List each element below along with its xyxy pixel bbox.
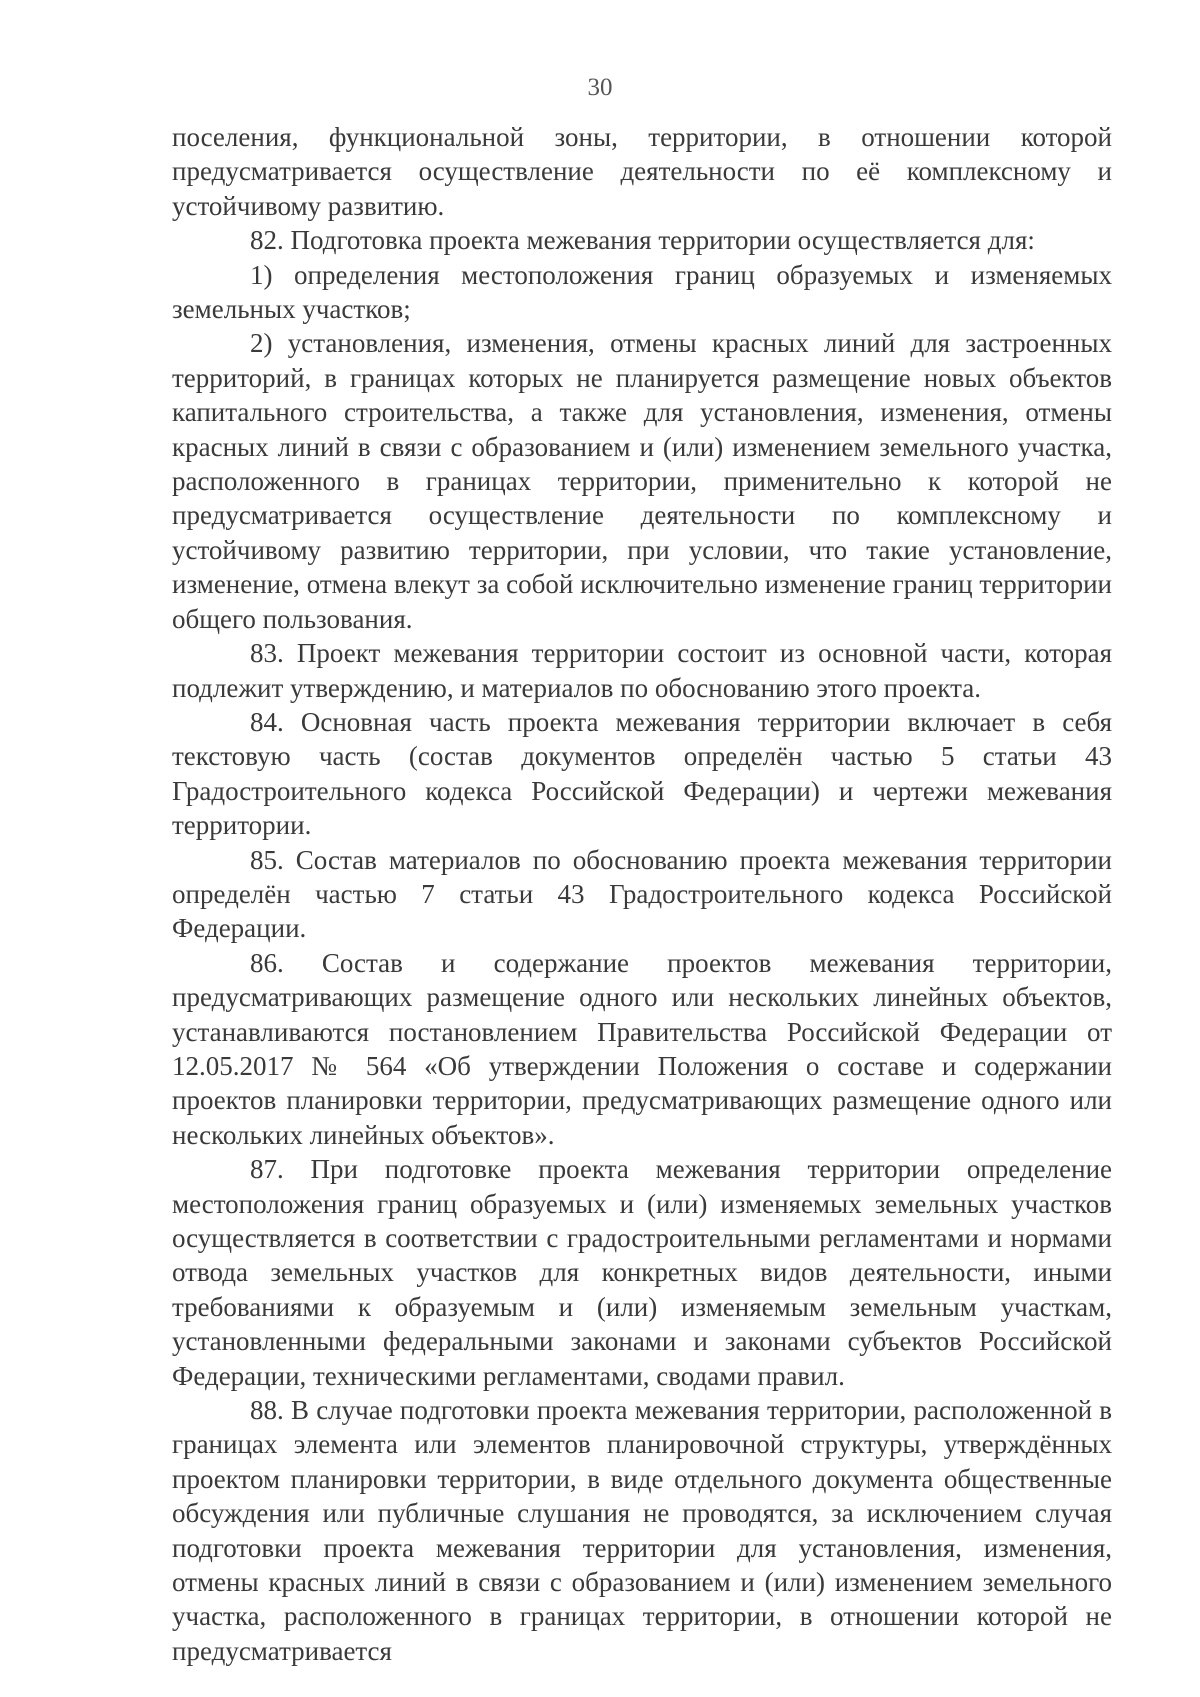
paragraph-84: 84. Основная часть проекта межевания территории включает в себя текстовую часть (состав документов определён частью 5 статьи 43 Градостроительного кодекса Российской Федерации) и чертежи межевания территории. <box>172 706 1112 841</box>
page-number: 30 <box>587 74 613 101</box>
paragraph-continuation: поселения, функциональной зоны, территории, в отношении которой предусматривается осуществление деятельности по её комплексному и устойчивому развитию. <box>172 122 1112 221</box>
paragraph-86: 86. Состав и содержание проектов межевания территории, предусматривающих размещение одного или нескольких линейных объектов, устанавливаются постановлением Правительства Российской Федерации от 12.05.2017 № 564 «Об утверждении Положения о составе и содержании проектов планировки территории, предусматривающих размещение одного или нескольких линейных объектов». <box>172 947 1112 1150</box>
paragraph-83: 83. Проект межевания территории состоит из основной части, которая подлежит утверждению, и материалов по обоснованию этого проекта. <box>172 638 1112 703</box>
paragraph-87: 87. При подготовке проекта межевания территории определение местоположения границ образуемых и (или) изменяемых земельных участков осуществляется в соответствии с градостроительными регламентами и нормами отвода земельных участков для конкретных видов деятельности, иными требованиями к образуемым и (или) изменяемым земельным участкам, установленными федеральными законами и законами субъектов Российской Федерации, техническими регламентами, сводами правил. <box>172 1154 1112 1391</box>
document-body <box>172 120 1112 1668</box>
paragraph-85: 85. Состав материалов по обоснованию проекта межевания территории определён частью 7 статьи 43 Градостроительного кодекса Российской Федерации. <box>172 844 1112 944</box>
paragraph-88: 88. В случае подготовки проекта межевания территории, расположенной в границах элемента или элементов планировочной структуры, утверждённых проектом планировки территории, в виде отдельного документа общественные обсуждения или публичные слушания не проводятся, за исключением случая подготовки проекта межевания территории для установления, изменения, отмены красных линий в связи с образованием и (или) изменением земельного участка, расположенного в границах территории, в отношении которой не предусматривается <box>172 1395 1112 1666</box>
paragraph-82-item-2: 2) установления, изменения, отмены красных линий для застроенных территорий, в границах которых не планируется размещение новых объектов капитального строительства, а также для установления, изменения, отмены красных линий в связи с образованием и (или) изменением земельного участка, расположенного в границах территории, применительно к которой не предусматривается осуществление деятельности по комплексному и устойчивому развитию территории, при условии, что такие установление, изменение, отмена влекут за собой исключительно изменение границ территории общего пользования. <box>172 328 1112 634</box>
paragraph-82: 82. Подготовка проекта межевания территории осуществляется для: <box>250 225 1035 256</box>
paragraph-82-item-1: 1) определения местоположения границ образуемых и изменяемых земельных участков; <box>172 259 1112 325</box>
